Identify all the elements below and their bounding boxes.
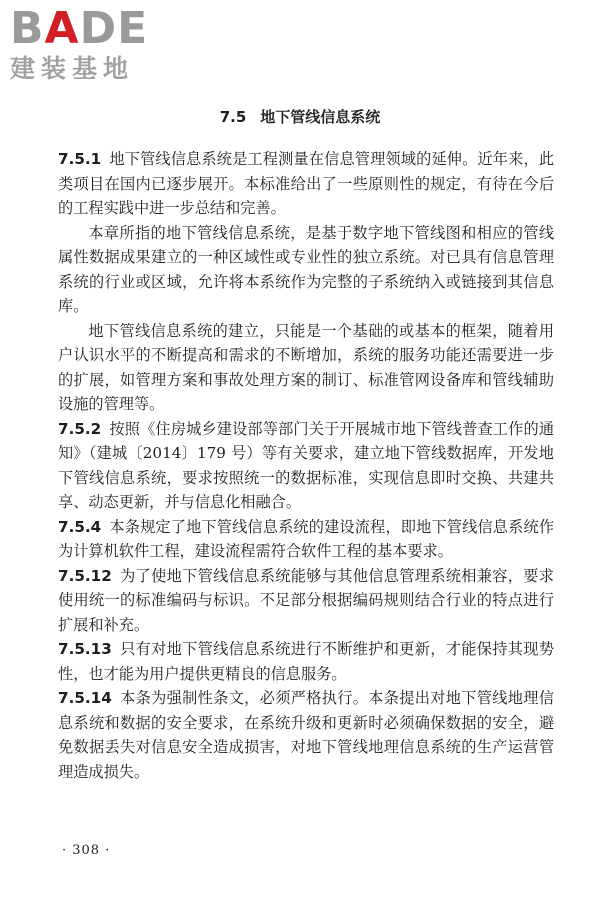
- clause-text: 本条规定了地下管线信息系统的建设流程，即地下管线信息系统作为计算机软件工程，建设流程需符合软件工程的基本要求。: [58, 517, 554, 560]
- paragraph-7-5-12: [58, 564, 554, 638]
- clause-text: 为了使地下管线信息系统能够与其他信息管理系统相兼容，要求使用统一的标准编码与标识。不足部分根据编码规则结合行业的特点进行扩展和补充。: [58, 566, 554, 634]
- paragraph-7-5-1: [58, 147, 554, 221]
- paragraph-7-5-14: [58, 686, 554, 784]
- section-title-text: 地下管线信息系统: [260, 108, 381, 126]
- clause-text: 地下管线信息系统是工程测量在信息管理领域的延伸。近年来，此类项目在国内已逐步展开。本标准给出了一些原则性的规定，有待在今后的工程实践中进一步总结和完善。: [58, 150, 554, 217]
- bade-logo: [10, 3, 185, 84]
- clause-number: 7.5.14: [58, 689, 112, 707]
- paragraph-7-5-2: [58, 417, 554, 515]
- paragraph-7-5-1-c: [58, 319, 554, 417]
- section-number: 7.5: [219, 108, 247, 126]
- paragraph-7-5-13: [58, 637, 554, 686]
- clause-number: 7.5.2: [58, 419, 102, 438]
- clause-text: 按照《住房城乡建设部等部门关于开展城市地下管线普查工作的通知》（建城〔2014〕179 号）等有关要求，建立地下管线数据库，开发地下管线信息系统，要求按照统一的数据标准，实现信息即时交换、共建共享、动态更新，并与信息化相融合。: [58, 419, 554, 511]
- paragraph-text: 地下管线信息系统的建立，只能是一个基础的或基本的框架，随着用户认识水平的不断提高和需求的不断增加，系统的服务功能还需要进一步的扩展，如管理方案和事故处理方案的制订、标准管网设备库和管线辅助设施的管理等。: [58, 321, 554, 413]
- clause-text: 只有对地下管线信息系统进行不断维护和更新，才能保持其现势性，也才能为用户提供更精良的信息服务。: [58, 640, 554, 683]
- page-number: · 308 ·: [62, 843, 111, 858]
- clause-number: 7.5.4: [58, 517, 102, 536]
- clause-number: 7.5.1: [58, 150, 102, 168]
- section-title: [0, 106, 600, 127]
- paragraph-7-5-4: [58, 515, 554, 564]
- paragraph-7-5-1-b: [58, 221, 554, 319]
- clause-text: 本条为强制性条文，必须严格执行。本条提出对地下管线地理信息系统和数据的安全要求，在系统升级和更新时必须确保数据的安全，避免数据丢失对信息安全造成损害，对地下管线地理信息系统的生产运营管理造成损失。: [58, 689, 554, 781]
- document-body: [58, 147, 554, 784]
- logo-subtitle: 建装基地: [10, 54, 135, 83]
- paragraph-text: 本章所指的地下管线信息系统，是基于数字地下管线图和相应的管线属性数据成果建立的一种区域性或专业性的独立系统。对已具有信息管理系统的行业或区域，允许将本系统作为完整的子系统纳入或链接到其信息库。: [58, 223, 554, 315]
- logo-wordmark: BADE: [10, 3, 149, 54]
- clause-number: 7.5.12: [58, 566, 112, 585]
- clause-number: 7.5.13: [58, 640, 112, 658]
